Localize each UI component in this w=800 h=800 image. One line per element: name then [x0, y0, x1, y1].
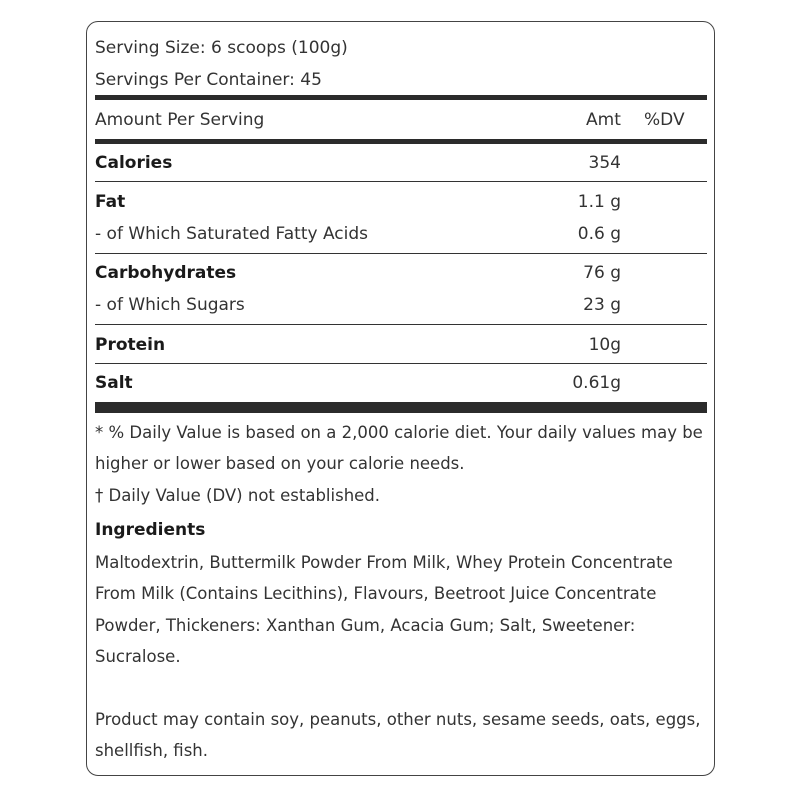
carbohydrates-value: 76 g [583, 263, 621, 283]
fat-value: 1.1 g [577, 192, 621, 212]
ingredients-line: Maltodextrin, Buttermilk Powder From Milk, Whey Protein Concentrate [95, 553, 673, 572]
allergen-warning-line: Product may contain soy, peanuts, other nuts, sesame seeds, oats, eggs, [95, 710, 701, 729]
allergen-warning-line: shellfish, fish. [95, 741, 209, 760]
ingredients-heading: Ingredients [95, 520, 206, 540]
serving-size: Serving Size: 6 scoops (100g) [95, 38, 348, 58]
calories-value: 354 [588, 153, 621, 173]
row-divider [95, 253, 707, 254]
servings-per-container: Servings Per Container: 45 [95, 70, 322, 90]
saturated-fat-label: - of Which Saturated Fatty Acids [95, 224, 369, 244]
salt-label: Salt [95, 373, 133, 393]
row-divider [95, 324, 707, 325]
amount-per-serving-label: Amount Per Serving [95, 110, 265, 130]
sugars-value: 23 g [583, 295, 621, 315]
saturated-fat-value: 0.6 g [577, 224, 621, 244]
thick-divider-bottom [95, 402, 707, 413]
thick-divider-header [95, 139, 707, 144]
calories-label: Calories [95, 153, 173, 173]
daily-value-note-line2: higher or lower based on your calorie needs. [95, 454, 465, 473]
salt-value: 0.61g [572, 373, 621, 393]
row-divider [95, 181, 707, 182]
sugars-label: - of Which Sugars [95, 295, 245, 315]
protein-value: 10g [588, 335, 621, 355]
amt-column-header: Amt [586, 110, 621, 130]
daily-value-note-line1: * % Daily Value is based on a 2,000 calorie diet. Your daily values may be [95, 423, 703, 442]
dv-not-established-note: † Daily Value (DV) not established. [95, 486, 381, 505]
ingredients-line: Sucralose. [95, 647, 181, 666]
thick-divider-top [95, 95, 707, 100]
protein-label: Protein [95, 335, 166, 355]
ingredients-line: Powder, Thickeners: Xanthan Gum, Acacia Gum; Salt, Sweetener: [95, 616, 636, 635]
row-divider [95, 363, 707, 364]
dv-column-header: %DV [644, 110, 685, 130]
carbohydrates-label: Carbohydrates [95, 263, 237, 283]
fat-label: Fat [95, 192, 126, 212]
ingredients-line: From Milk (Contains Lecithins), Flavours, Beetroot Juice Concentrate [95, 584, 657, 603]
